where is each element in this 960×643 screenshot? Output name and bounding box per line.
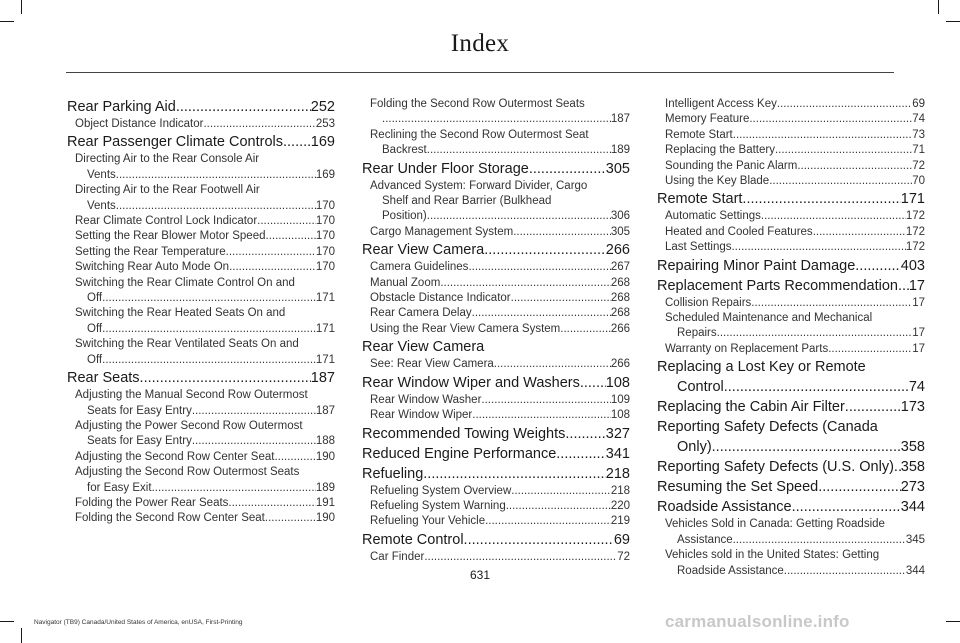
entry-term: Repairing Minor Paint Damage bbox=[657, 257, 856, 274]
entry-term: Automatic Settings bbox=[665, 210, 761, 223]
index-entry bbox=[362, 260, 630, 275]
index-entry bbox=[362, 499, 630, 514]
entry-term: Reporting Safety Defects (U.S. Only) bbox=[657, 459, 894, 476]
entry-term: Vents bbox=[87, 199, 116, 212]
page-title: Index bbox=[450, 30, 510, 57]
index-entry bbox=[362, 424, 630, 444]
dot-leader bbox=[140, 368, 311, 388]
entry-term: Collision Repairs bbox=[665, 296, 752, 309]
entry-page-ref: 252 bbox=[310, 99, 335, 115]
entry-page-ref: 187 bbox=[315, 404, 335, 417]
entry-page-ref: 187 bbox=[610, 113, 630, 126]
index-entry bbox=[362, 306, 630, 321]
entry-term: Rear Window Wiper and Washers bbox=[362, 374, 580, 391]
index-entry bbox=[657, 326, 925, 341]
entry-page-ref: 17 bbox=[908, 277, 925, 294]
index-subentry-line: Vehicles Sold in Canada: Getting Roadside bbox=[665, 518, 885, 531]
entry-term: Setting the Rear Blower Motor Speed bbox=[75, 230, 266, 243]
dot-leader bbox=[266, 229, 316, 244]
index-entry bbox=[67, 291, 335, 306]
index-entry bbox=[362, 357, 630, 372]
index-entry bbox=[67, 245, 335, 260]
index-entry bbox=[67, 322, 335, 337]
entry-term: Off bbox=[87, 322, 103, 335]
entry-page-ref: 17 bbox=[912, 342, 925, 355]
entry-page-ref: 169 bbox=[310, 134, 335, 151]
dot-leader bbox=[427, 143, 611, 158]
entry-term: Manual Zoom bbox=[370, 276, 441, 289]
entry-page-ref: 172 bbox=[905, 225, 925, 238]
index-entry bbox=[67, 353, 335, 368]
dot-leader bbox=[742, 189, 900, 209]
entry-page-ref: 171 bbox=[315, 292, 335, 305]
dot-leader bbox=[472, 408, 611, 423]
entry-term: Refueling System Overview bbox=[370, 484, 512, 497]
index-entry bbox=[657, 240, 925, 255]
entry-page-ref: 341 bbox=[605, 445, 630, 462]
entry-page-ref: 344 bbox=[900, 499, 925, 516]
entry-page-ref: 172 bbox=[905, 241, 925, 254]
dot-leader bbox=[494, 357, 611, 372]
entry-term: Setting the Rear Temperature bbox=[75, 245, 226, 258]
dot-leader bbox=[712, 437, 901, 457]
entry-page-ref: 72 bbox=[912, 159, 925, 172]
entry-page-ref: 173 bbox=[900, 399, 925, 416]
entry-term: Repairs bbox=[677, 327, 717, 340]
dot-leader bbox=[898, 276, 909, 296]
dot-leader bbox=[440, 276, 611, 291]
dot-leader bbox=[226, 245, 316, 260]
entry-term: Vents bbox=[87, 168, 116, 181]
entry-term: Last Settings bbox=[665, 241, 732, 254]
dot-leader bbox=[775, 143, 912, 158]
entry-term: Remote Start bbox=[665, 128, 733, 141]
index-entry bbox=[657, 159, 925, 174]
entry-page-ref: 17 bbox=[912, 296, 925, 309]
entry-term: Off bbox=[87, 292, 103, 305]
entry-page-ref: 218 bbox=[610, 484, 630, 497]
dot-leader bbox=[511, 484, 611, 499]
entry-term: Backrest bbox=[382, 144, 427, 157]
entry-page-ref: 345 bbox=[905, 533, 925, 546]
index-entry bbox=[362, 484, 630, 499]
index-entry bbox=[657, 457, 925, 477]
dot-leader bbox=[717, 326, 913, 341]
crop-mark-bottom-left-horizontal bbox=[0, 621, 14, 622]
index-subentry-line: Switching the Rear Climate Control On and bbox=[75, 276, 295, 289]
entry-term: Remote Control bbox=[362, 531, 464, 548]
entry-page-ref: 170 bbox=[315, 215, 335, 228]
dot-leader bbox=[192, 434, 316, 449]
entry-page-ref: 190 bbox=[315, 450, 335, 463]
entry-page-ref: 170 bbox=[315, 261, 335, 274]
dot-leader bbox=[152, 481, 316, 496]
entry-page-ref: 73 bbox=[912, 128, 925, 141]
entry-term: Refueling Your Vehicle bbox=[370, 515, 486, 528]
watermark-logo: carmanualsonline.info bbox=[665, 612, 850, 631]
index-subentry-line: Shelf and Rear Barrier (Bulkhead bbox=[382, 195, 552, 208]
index-entry bbox=[362, 291, 630, 306]
dot-leader bbox=[733, 533, 906, 548]
entry-page-ref: 69 bbox=[912, 98, 925, 110]
index-subentry-line: Switching the Rear Heated Seats On and bbox=[75, 307, 286, 320]
dot-leader bbox=[424, 550, 617, 565]
index-entry bbox=[362, 240, 630, 260]
dot-leader bbox=[229, 260, 316, 275]
index-column-1 bbox=[67, 97, 335, 527]
dot-leader bbox=[855, 256, 901, 276]
entry-page-ref: 189 bbox=[315, 481, 335, 494]
dot-leader bbox=[792, 497, 901, 517]
entry-term: Rear View Camera bbox=[362, 242, 485, 259]
entry-term: Rear Under Floor Storage bbox=[362, 160, 529, 177]
index-subentry-line: Directing Air to the Rear Console Air bbox=[75, 153, 260, 166]
entry-term: Refueling System Warning bbox=[370, 499, 506, 512]
entry-page-ref: 72 bbox=[617, 550, 630, 563]
dot-leader bbox=[731, 240, 905, 255]
entry-term: Folding the Power Rear Seats bbox=[75, 496, 229, 509]
index-subentry-line: Adjusting the Second Row Outermost Seats bbox=[75, 466, 300, 479]
index-heading-line: Replacing a Lost Key or Remote bbox=[657, 359, 866, 376]
entry-page-ref: 305 bbox=[605, 160, 630, 177]
index-entry bbox=[67, 368, 335, 388]
index-entry bbox=[67, 214, 335, 229]
dot-leader bbox=[382, 112, 611, 127]
index-entry bbox=[67, 229, 335, 244]
index-entry bbox=[362, 444, 630, 464]
index-entry bbox=[657, 256, 925, 276]
entry-term: Rear Window Washer bbox=[370, 393, 482, 406]
entry-term: for Easy Exit bbox=[87, 481, 152, 494]
entry-term: Object Distance Indicator bbox=[75, 118, 204, 130]
dot-leader bbox=[828, 342, 912, 357]
dot-leader bbox=[751, 296, 912, 311]
index-subentry-line: Adjusting the Power Second Row Outermost bbox=[75, 419, 303, 432]
entry-page-ref: 219 bbox=[610, 515, 630, 528]
entry-term: Rear Climate Control Lock Indicator bbox=[75, 215, 258, 228]
entry-page-ref: 220 bbox=[610, 499, 630, 512]
entry-page-ref: 170 bbox=[315, 230, 335, 243]
entry-page-ref: 170 bbox=[315, 245, 335, 258]
entry-page-ref: 267 bbox=[610, 261, 630, 274]
index-column-2 bbox=[362, 97, 630, 565]
dot-leader bbox=[513, 225, 611, 240]
entry-page-ref: 268 bbox=[610, 307, 630, 320]
entry-term: Heated and Cooled Features bbox=[665, 225, 813, 238]
entry-page-ref: 71 bbox=[912, 144, 925, 157]
entry-page-ref: 74 bbox=[908, 379, 925, 396]
entry-page-ref: 188 bbox=[315, 435, 335, 448]
page-number: 631 bbox=[469, 568, 491, 582]
dot-leader bbox=[813, 225, 906, 240]
dot-leader bbox=[749, 112, 912, 127]
dot-leader bbox=[468, 260, 610, 275]
index-subentry-line: Adjusting the Manual Second Row Outermost bbox=[75, 389, 308, 402]
index-entry bbox=[67, 434, 335, 449]
index-subentry-line: Scheduled Maintenance and Mechanical bbox=[665, 312, 873, 325]
entry-term: Refueling bbox=[362, 465, 424, 482]
dot-leader bbox=[427, 209, 611, 224]
index-entry bbox=[657, 97, 925, 112]
entry-page-ref: 171 bbox=[315, 322, 335, 335]
entry-term: Sounding the Panic Alarm bbox=[665, 159, 798, 172]
entry-term: Intelligent Access Key bbox=[665, 98, 777, 110]
entry-term: Adjusting the Second Row Center Seat bbox=[75, 450, 275, 463]
crop-mark-top-left-vertical bbox=[21, 0, 22, 14]
dot-leader bbox=[818, 477, 901, 497]
entry-term: Assistance bbox=[677, 533, 733, 546]
entry-term: See: Rear View Camera bbox=[370, 358, 494, 371]
dot-leader bbox=[116, 168, 316, 183]
entry-term: Roadside Assistance bbox=[657, 499, 792, 516]
entry-page-ref: 191 bbox=[315, 496, 335, 509]
entry-page-ref: 70 bbox=[912, 175, 925, 188]
entry-term: Only) bbox=[677, 439, 712, 456]
entry-page-ref: 266 bbox=[610, 358, 630, 371]
entry-term: Rear Camera Delay bbox=[370, 307, 472, 320]
index-entry bbox=[657, 533, 925, 548]
entry-term: Using the Key Blade bbox=[665, 175, 770, 188]
dot-leader bbox=[724, 377, 909, 397]
index-subentry-line: Advanced System: Forward Divider, Cargo bbox=[370, 179, 588, 192]
dot-leader bbox=[565, 424, 605, 444]
index-entry bbox=[657, 296, 925, 311]
entry-term: Rear Passenger Climate Controls bbox=[67, 134, 283, 151]
index-entry bbox=[657, 225, 925, 240]
dot-leader bbox=[192, 404, 316, 419]
entry-page-ref: 305 bbox=[610, 225, 630, 238]
entry-term: Reduced Engine Performance bbox=[362, 445, 557, 462]
index-entry bbox=[67, 511, 335, 526]
index-entry bbox=[362, 209, 630, 224]
entry-term: Remote Start bbox=[657, 191, 743, 208]
entry-term: Resuming the Set Speed bbox=[657, 479, 819, 496]
entry-page-ref: 266 bbox=[605, 242, 630, 259]
index-entry bbox=[657, 174, 925, 189]
entry-term: Car Finder bbox=[370, 550, 425, 563]
entry-page-ref: 187 bbox=[310, 370, 335, 387]
index-entry bbox=[362, 530, 630, 550]
dot-leader bbox=[894, 457, 901, 477]
dot-leader bbox=[472, 306, 611, 321]
index-entry bbox=[657, 477, 925, 497]
entry-page-ref: 306 bbox=[610, 210, 630, 223]
entry-term: Replacing the Battery bbox=[665, 144, 775, 157]
dot-leader bbox=[761, 209, 906, 224]
entry-page-ref: 74 bbox=[912, 113, 925, 126]
entry-page-ref: 190 bbox=[315, 512, 335, 525]
entry-page-ref: 189 bbox=[610, 144, 630, 157]
dot-leader bbox=[580, 373, 606, 393]
dot-leader bbox=[102, 353, 316, 368]
index-entry bbox=[362, 393, 630, 408]
dot-leader bbox=[556, 444, 606, 464]
title-divider bbox=[66, 72, 894, 73]
entry-term: Replacement Parts Recommendation bbox=[657, 277, 898, 294]
dot-leader bbox=[485, 514, 611, 529]
dot-leader bbox=[257, 214, 316, 229]
index-entry bbox=[362, 408, 630, 423]
dot-leader bbox=[274, 450, 315, 465]
dot-leader bbox=[484, 240, 606, 260]
index-subentry-line: Folding the Second Row Outermost Seats bbox=[370, 98, 585, 110]
index-entry bbox=[657, 209, 925, 224]
index-entry bbox=[362, 112, 630, 127]
entry-page-ref: 108 bbox=[605, 374, 630, 391]
entry-page-ref: 403 bbox=[900, 257, 925, 274]
entry-term: Rear Window Wiper bbox=[370, 409, 473, 422]
entry-term: Camera Guidelines bbox=[370, 261, 469, 274]
entry-page-ref: 171 bbox=[315, 353, 335, 366]
index-entry bbox=[657, 276, 925, 296]
dot-leader bbox=[511, 291, 611, 306]
index-entry bbox=[362, 225, 630, 240]
entry-page-ref: 109 bbox=[610, 393, 630, 406]
entry-page-ref: 266 bbox=[610, 322, 630, 335]
entry-page-ref: 17 bbox=[912, 327, 925, 340]
entry-page-ref: 170 bbox=[315, 199, 335, 212]
index-entry bbox=[362, 550, 630, 565]
index-entry bbox=[362, 143, 630, 158]
dot-leader bbox=[203, 117, 315, 132]
entry-term: Folding the Second Row Center Seat bbox=[75, 512, 265, 525]
index-entry bbox=[657, 143, 925, 158]
index-entry bbox=[362, 276, 630, 291]
dot-leader bbox=[529, 159, 606, 179]
entry-page-ref: 268 bbox=[610, 292, 630, 305]
index-entry bbox=[67, 199, 335, 214]
index-entry bbox=[362, 373, 630, 393]
index-entry bbox=[657, 112, 925, 127]
index-subentry-line: Vehicles sold in the United States: Getting bbox=[665, 549, 880, 562]
dot-leader bbox=[560, 322, 611, 337]
entry-page-ref: 69 bbox=[613, 531, 630, 548]
entry-term: Roadside Assistance bbox=[677, 564, 784, 577]
crop-mark-bottom-left-vertical bbox=[21, 628, 22, 643]
crop-mark-top-left-horizontal bbox=[0, 21, 14, 22]
dot-leader bbox=[464, 530, 614, 550]
dot-leader bbox=[845, 397, 901, 417]
dot-leader bbox=[481, 393, 610, 408]
entry-page-ref: 344 bbox=[905, 564, 925, 577]
publication-footer: Navigator (TB9) Canada/United States of America, enUSA, First-Printing bbox=[34, 619, 243, 626]
index-heading: Rear View Camera bbox=[362, 339, 485, 356]
index-entry bbox=[657, 342, 925, 357]
dot-leader bbox=[102, 291, 316, 306]
index-entry bbox=[67, 496, 335, 511]
entry-term: Cargo Management System bbox=[370, 225, 514, 238]
dot-leader bbox=[116, 199, 316, 214]
index-entry bbox=[362, 464, 630, 484]
entry-page-ref: 327 bbox=[605, 425, 630, 442]
entry-page-ref: 171 bbox=[900, 191, 925, 208]
index-entry bbox=[362, 159, 630, 179]
dot-leader bbox=[283, 132, 311, 152]
dot-leader bbox=[733, 128, 912, 143]
index-entry bbox=[67, 450, 335, 465]
index-heading-line: Reporting Safety Defects (Canada bbox=[657, 419, 878, 436]
index-subentry-line: Switching the Rear Ventilated Seats On and bbox=[75, 338, 299, 351]
index-entry bbox=[67, 117, 335, 132]
index-entry bbox=[657, 189, 925, 209]
entry-page-ref: 218 bbox=[605, 465, 630, 482]
index-entry bbox=[67, 481, 335, 496]
index-entry bbox=[362, 322, 630, 337]
index-entry bbox=[67, 404, 335, 419]
index-entry bbox=[362, 514, 630, 529]
entry-term: Obstacle Distance Indicator bbox=[370, 292, 511, 305]
dot-leader bbox=[423, 464, 606, 484]
entry-page-ref: 108 bbox=[610, 409, 630, 422]
crop-mark-bottom-right-horizontal bbox=[946, 621, 960, 622]
entry-page-ref: 273 bbox=[900, 479, 925, 496]
index-entry bbox=[657, 397, 925, 417]
entry-term: Rear Parking Aid bbox=[67, 99, 176, 115]
index-entry bbox=[657, 128, 925, 143]
dot-leader bbox=[777, 97, 912, 112]
entry-term: Seats for Easy Entry bbox=[87, 435, 192, 448]
entry-term: Switching Rear Auto Mode On bbox=[75, 261, 230, 274]
dot-leader bbox=[506, 499, 611, 514]
dot-leader bbox=[769, 174, 912, 189]
entry-page-ref: 268 bbox=[610, 276, 630, 289]
index-entry bbox=[67, 97, 335, 117]
entry-term: Control bbox=[677, 379, 724, 396]
dot-leader bbox=[265, 511, 316, 526]
entry-term: Position) bbox=[382, 210, 427, 223]
entry-term: Warranty on Replacement Parts bbox=[665, 342, 829, 355]
entry-term: Off bbox=[87, 353, 103, 366]
index-entry bbox=[657, 437, 925, 457]
entry-term: Using the Rear View Camera System bbox=[370, 322, 561, 335]
dot-leader bbox=[102, 322, 316, 337]
dot-leader bbox=[176, 97, 311, 117]
crop-mark-top-right-horizontal bbox=[946, 21, 960, 22]
entry-page-ref: 253 bbox=[315, 118, 335, 130]
entry-page-ref: 172 bbox=[905, 210, 925, 223]
index-entry bbox=[67, 168, 335, 183]
entry-page-ref: 358 bbox=[900, 439, 925, 456]
crop-mark-top-right-vertical bbox=[938, 0, 939, 14]
entry-term: Replacing the Cabin Air Filter bbox=[657, 399, 845, 416]
entry-term: Memory Feature bbox=[665, 113, 750, 126]
dot-leader bbox=[797, 159, 912, 174]
index-subentry-line: Reclining the Second Row Outermost Seat bbox=[370, 128, 589, 141]
entry-term: Rear Seats bbox=[67, 370, 140, 387]
index-entry bbox=[67, 260, 335, 275]
index-entry bbox=[67, 132, 335, 152]
index-entry bbox=[657, 497, 925, 517]
index-subentry-line: Directing Air to the Rear Footwell Air bbox=[75, 184, 260, 197]
entry-page-ref: 358 bbox=[900, 459, 925, 476]
entry-term: Recommended Towing Weights bbox=[362, 425, 566, 442]
index-column-3 bbox=[657, 97, 925, 579]
entry-term: Seats for Easy Entry bbox=[87, 404, 192, 417]
index-entry bbox=[657, 377, 925, 397]
entry-page-ref: 169 bbox=[315, 168, 335, 181]
dot-leader bbox=[228, 496, 315, 511]
